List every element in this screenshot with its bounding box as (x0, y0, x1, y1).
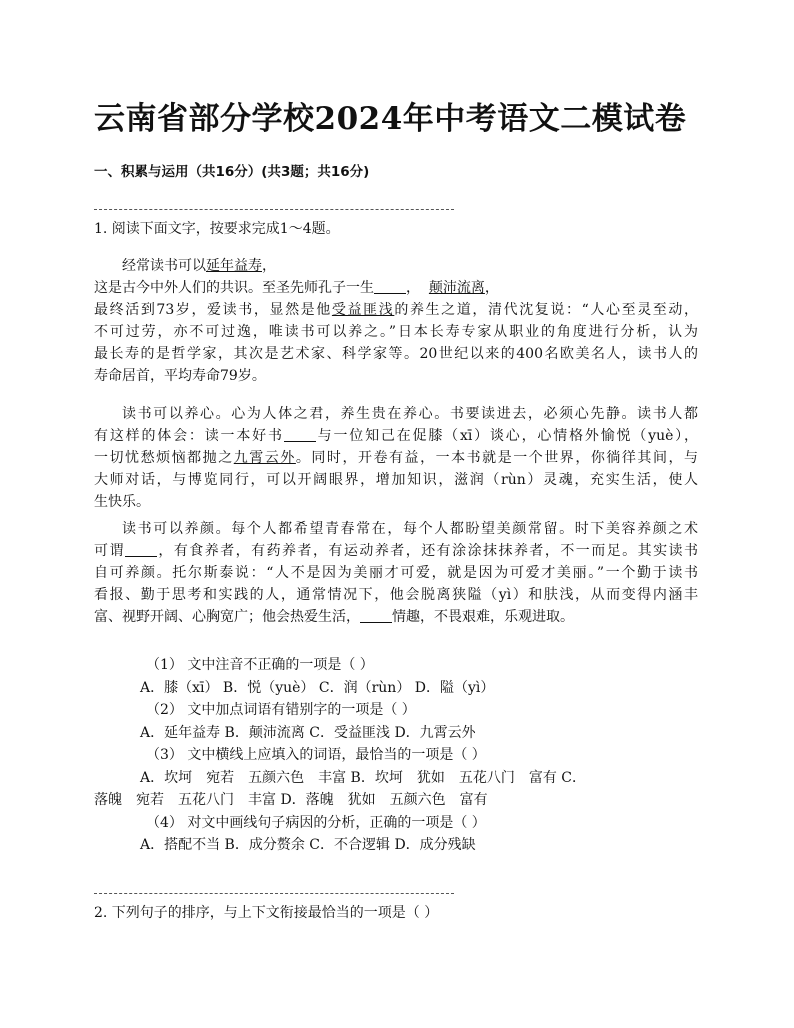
sub-question-2-stem: （2） 文中加点词语有错别字的一项是（ ） (146, 702, 416, 718)
sub-questions (94, 654, 698, 857)
passage-line: 生快乐。 (94, 494, 150, 510)
question-2-prompt: 2. 下列句子的排序，与上下文衔接最恰当的一项是（ ） (94, 905, 439, 921)
underlined-phrase: 延年益寿 (206, 258, 262, 274)
underlined-phrase: 受益匪浅 (331, 302, 395, 318)
separator-line (94, 209, 454, 210)
underlined-phrase: 颠沛流离 (428, 280, 485, 296)
question-1-prompt: 1. 阅读下面文字，按要求完成1～4题。 (94, 221, 340, 237)
page-title: 云南省部分学校2024年中考语文二模试卷 (94, 101, 687, 137)
p2-text: 。同时，开卷有益，一本书就是一个世界，你徜徉其间，与 (295, 450, 699, 466)
sub-question-4-options: A．搭配不当 B．成分赘余 C．不合逻辑 D．成分残缺 (140, 837, 476, 853)
sub-question-1-stem: （1） 文中注音不正确的一项是（ ） (146, 657, 374, 673)
passage-line: 最长寿的是哲学家，其次是艺术家、科学家等。20世纪以来的400名欧美名人，读书人的 (94, 346, 698, 362)
passage-p1-line2 (94, 277, 499, 299)
sub-question-2-options: A．延年益寿 B．颠沛流离 C．受益匪浅 D．九霄云外 (140, 724, 476, 741)
p1-text: 这是古今中外人们的共识。至圣先师孔子一生 (94, 280, 374, 296)
fill-blank (125, 542, 157, 557)
passage-p1-line1 (122, 255, 276, 277)
section-heading: 一、积累与运用（共16分）(共3题；共16分) (94, 164, 370, 180)
fill-blank (360, 608, 392, 623)
passage-line (94, 606, 698, 628)
passage-line: 读书可以养颜。每个人都希望青春常在，每个人都盼望美颜常留。时下美容养颜之术 (122, 521, 698, 537)
passage-line (94, 299, 698, 321)
passage-line (94, 447, 698, 469)
passage-line: 大师对话，与博览同行，可以开阔眼界，增加知识，滋润（rùn）灵魂，充实生活，使人 (94, 472, 698, 488)
p1-text: 的养生之道，清代沈复说：“人心至灵至动， (394, 302, 699, 318)
passage-line: 读书可以养心。心为人体之君，养生贵在养心。书要读进去，必须心先静。读书人都 (122, 406, 698, 422)
separator-line (94, 893, 454, 894)
passage-p1-body (94, 299, 698, 387)
sub-question-3-options-cont: 落魄 宛若 五花八门 丰富 D．落魄 犹如 五颜六色 富有 (94, 792, 488, 808)
passage-p2 (94, 403, 698, 513)
fill-blank (374, 279, 406, 294)
p2-text: 与一位知己在促膝（xī）谈心，心情格外愉悦（yuè）， (315, 428, 698, 444)
underlined-phrase: 九霄云外 (233, 450, 296, 466)
sub-question-3-options: A．坎坷 宛若 五颜六色 丰富 B．坎坷 犹如 五花八门 富有 C． (140, 769, 587, 786)
passage-line (94, 425, 698, 447)
p3-text: 情趣，不畏艰难，乐观进取。 (392, 609, 574, 625)
sub-question-4-stem: （4） 对文中画线句子病因的分析，正确的一项是（ ） (146, 814, 486, 831)
sub-question-1-options: A．膝（xī） B．悦（yuè） C．润（rùn） D．隘（yì） (140, 679, 495, 696)
p3-text: ，有食养者，有药养者，有运动养者，还有涂涂抹抹养者，不一而足。其实读书 (156, 543, 699, 559)
p3-text: 可谓 (94, 543, 125, 559)
p1-text: ， (406, 280, 420, 296)
passage-line (94, 540, 698, 562)
p3-text: 富、视野开阔、心胸宽广；他会热爱生活， (94, 609, 360, 625)
sub-question-3-stem: （3） 文中横线上应填入的词语，最恰当的一项是（ ） (146, 747, 486, 763)
passage-line: 看报、勤于思考和实践的人，通常情况下，他会脱离狭隘（yì）和肤浅，从而变得内涵丰 (94, 587, 698, 603)
p2-text: 有这样的体会：读一本好书 (94, 428, 284, 444)
p1-text: ， (262, 258, 276, 274)
fill-blank (284, 427, 316, 442)
passage-p3 (94, 518, 698, 628)
p2-text: 一切忧愁烦恼都抛之 (94, 450, 234, 466)
passage-line: 自可养颜。托尔斯泰说：“人不是因为美丽才可爱，就是因为可爱才美丽。”一个勤于读书 (94, 565, 698, 581)
passage-line: 不可过劳，亦不可过逸，唯读书可以养之。”日本长寿专家从职业的角度进行分析，认为 (94, 324, 698, 340)
passage-line: 寿命居首，平均寿命79岁。 (94, 368, 266, 384)
p1-text: 最终活到73岁，爱读书，显然是他 (94, 302, 332, 318)
p1-text: ， (484, 280, 499, 296)
p1-text: 经常读书可以 (122, 258, 206, 274)
